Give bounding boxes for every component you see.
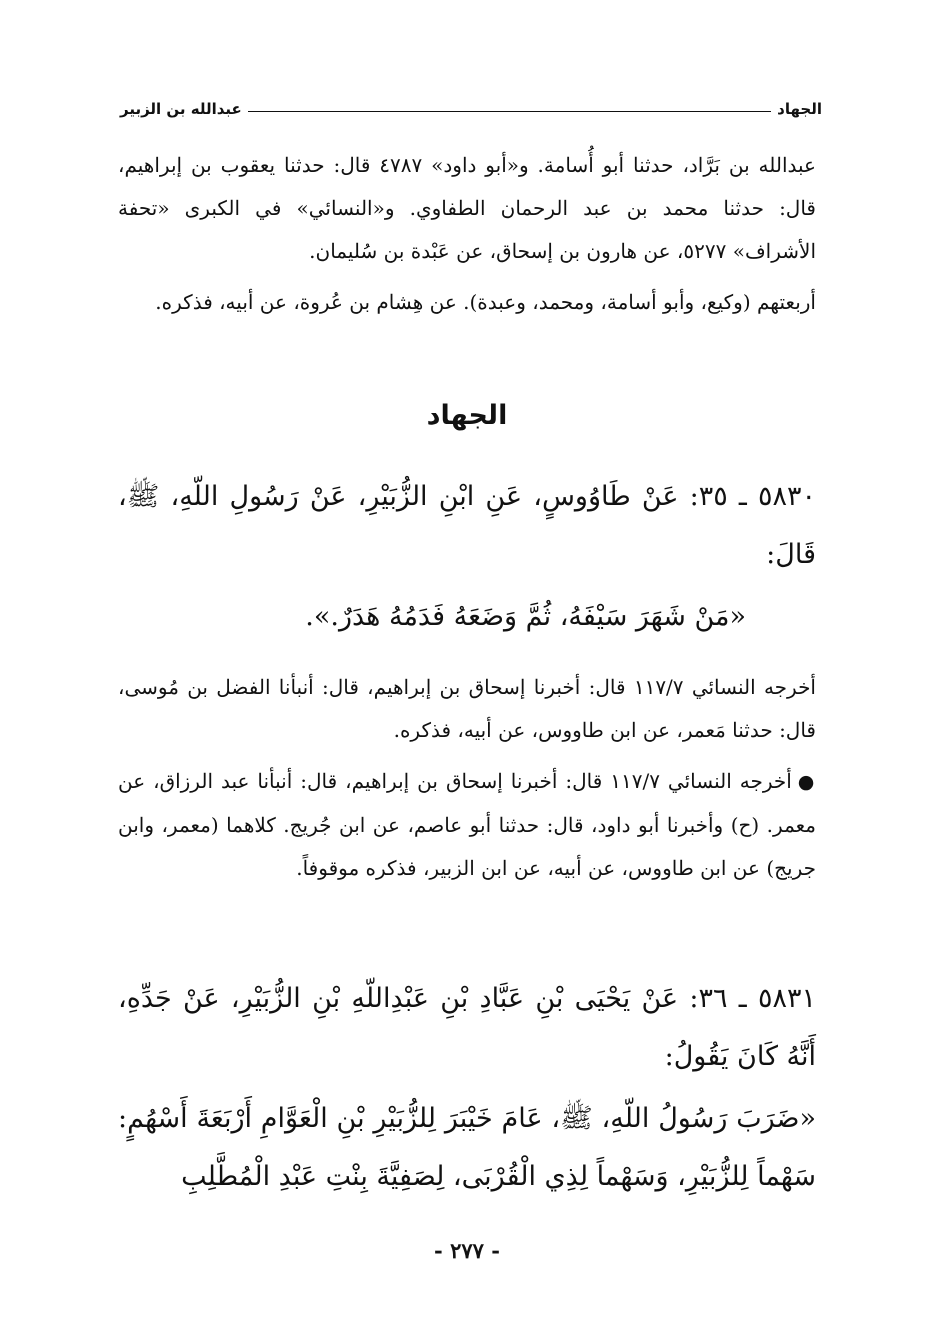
header-chapter: الجهاد: [777, 100, 822, 118]
intro-note-1: عبدالله بن بَرَّاد، حدثنا أبو أُسامة. و«أبو داود» ٤٧٨٧ قال: حدثنا يعقوب بن إبراهيم، قال: حدثنا محمد بن عبد الرحمان الطفاوي. و«النسائي» في الكبرى «تحفة الأشراف» ٥٢٧٧، عن هارون بن إسحاق، عن عَبْدة بن سُليمان.: [118, 153, 816, 263]
hadith-2-heading: ٥٨٣١ ـ ٣٦: عَنْ يَحْيَى بْنِ عَبَّادِ بْنِ عَبْدِاللّهِ بْنِ الزُّبَيْرِ، عَنْ جَدِّهِ، أَنَّهُ كَانَ يَقُولُ:: [118, 983, 816, 1072]
hadith-1-heading: ٥٨٣٠ ـ ٣٥: عَنْ طَاوُوسٍ، عَنِ ابْنِ الزُّبَيْرِ، عَنْ رَسُولِ اللّهِ، ﷺ، قَالَ:: [118, 481, 816, 570]
section-title: الجهاد: [426, 400, 508, 431]
header-section: عبدالله بن الزبير: [120, 100, 242, 118]
hadith-1-text: «مَنْ شَهَرَ سَيْفَهُ، ثُمَّ وَضَعَهُ فَدَمُهُ هَدَرٌ.».: [305, 601, 746, 632]
running-header: [120, 92, 822, 118]
hadith-1-note-2: [118, 760, 816, 890]
hadith-1-note-1: أخرجه النسائي ١١٧/٧ قال: أخبرنا إسحاق بن إبراهيم، قال: أنبأنا الفضل بن مُوسى، قال: حدثنا مَعمر، عن ابن طاووس، عن أبيه، فذكره.: [118, 675, 816, 742]
intro-note-2: أربعتهم (وكيع، وأبو أسامة، ومحمد، وعبدة). عن هِشام بن عُروة، عن أبيه، فذكره.: [155, 290, 816, 314]
header-rule: [248, 111, 771, 112]
page-number: - ٢٧٧ -: [434, 1238, 500, 1263]
hadith-2-text: «ضَرَبَ رَسُولُ اللّهِ، ﷺ، عَامَ خَيْبَرَ لِلزُّبَيْرِ بْنِ الْعَوَّامِ أَرْبَعَةَ أَسْهُمٍ: سَهْماً لِلزُّبَيْرِ، وَسَهْماً لِذِي الْقُرْبَى، لِصَفِيَّةَ بِنْتِ عَبْدِ الْمُطَّلِبِ: [118, 1103, 816, 1192]
bullet-icon: ●: [797, 771, 816, 793]
hadith-1-note-2-text: أخرجه النسائي ١١٧/٧ قال: أخبرنا إسحاق بن إبراهيم، قال: أنبأنا عبد الرزاق، عن معمر. (ح) وأخبرنا أبو داود، قال: حدثنا أبو عاصم، عن ابن جُريج. كلاهما (معمر، وابن جريج) عن ابن طاووس، عن أبيه، عن ابن الزبير، فذكره موقوفاً.: [118, 769, 816, 880]
